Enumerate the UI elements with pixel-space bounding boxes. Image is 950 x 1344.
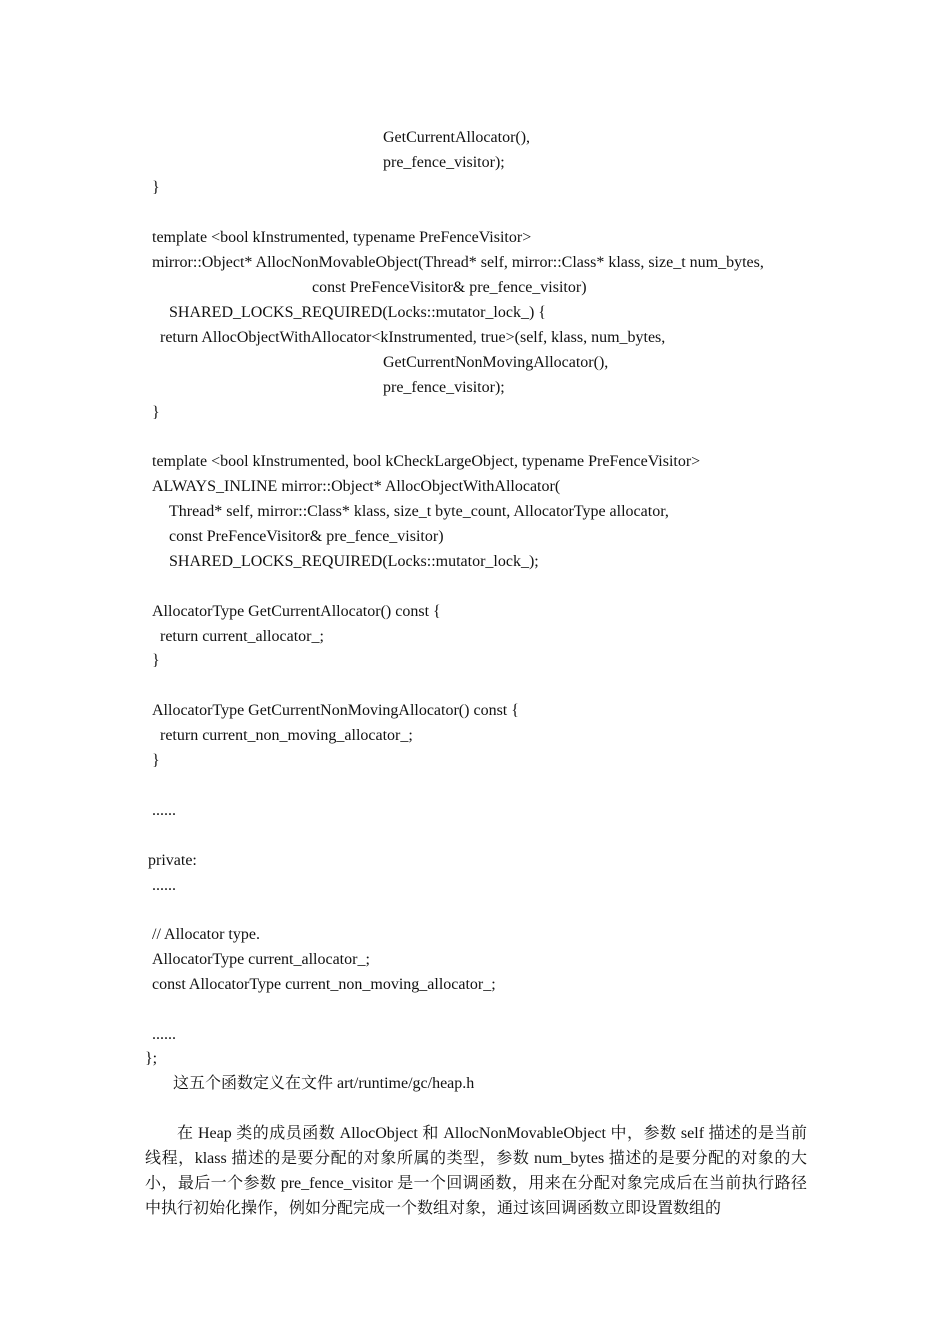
code-line: } bbox=[152, 652, 160, 669]
code-line: const AllocatorType current_non_moving_allocator_; bbox=[152, 976, 496, 993]
code-line: pre_fence_visitor); bbox=[383, 154, 505, 171]
code-line: SHARED_LOCKS_REQUIRED(Locks::mutator_lock_) { bbox=[169, 304, 546, 321]
code-line: private: bbox=[148, 852, 197, 869]
code-line: AllocatorType current_allocator_; bbox=[152, 951, 370, 968]
code-line: ...... bbox=[152, 802, 176, 819]
code-line: const PreFenceVisitor& pre_fence_visitor) bbox=[312, 279, 587, 296]
code-line: } bbox=[152, 179, 160, 196]
code-line: ...... bbox=[152, 877, 176, 894]
code-line: template <bool kInstrumented, typename PreFenceVisitor> bbox=[152, 229, 532, 246]
code-comment: // Allocator type. bbox=[152, 926, 260, 943]
code-line: mirror::Object* AllocNonMovableObject(Thread* self, mirror::Class* klass, size_t num_bytes, bbox=[152, 254, 764, 271]
code-line: AllocatorType GetCurrentAllocator() const { bbox=[152, 603, 441, 620]
code-line: SHARED_LOCKS_REQUIRED(Locks::mutator_lock_); bbox=[169, 553, 539, 570]
code-line: ...... bbox=[152, 1026, 176, 1043]
code-line: pre_fence_visitor); bbox=[383, 379, 505, 396]
code-line: ALWAYS_INLINE mirror::Object* AllocObjectWithAllocator( bbox=[152, 478, 561, 495]
body-paragraph: 在 Heap 类的成员函数 AllocObject 和 AllocNonMovableObject 中，参数 self 描述的是当前线程，klass 描述的是要分配的对象所属的类型，参数 num_bytes 描述的是要分配的对象的大小，最后一个参数 pre_fence_visitor 是一个回调函数，用来在分配对象完成后在当前执行路径中执行初始化操作，例如分配完成一个数组对象，通过该回调函数立即设置数组的 bbox=[145, 1125, 807, 1217]
code-line: GetCurrentAllocator(), bbox=[383, 129, 531, 146]
code-line: Thread* self, mirror::Class* klass, size_t byte_count, AllocatorType allocator, bbox=[169, 503, 669, 520]
code-line: } bbox=[152, 752, 160, 769]
code-line: }; bbox=[145, 1050, 158, 1067]
code-line: return current_allocator_; bbox=[160, 628, 324, 645]
code-line: AllocatorType GetCurrentNonMovingAllocator() const { bbox=[152, 702, 519, 719]
file-note: 这五个函数定义在文件 art/runtime/gc/heap.h bbox=[173, 1075, 475, 1092]
code-line: const PreFenceVisitor& pre_fence_visitor) bbox=[169, 528, 444, 545]
code-line: return AllocObjectWithAllocator<kInstrumented, true>(self, klass, num_bytes, bbox=[160, 329, 666, 346]
code-line: GetCurrentNonMovingAllocator(), bbox=[383, 354, 609, 371]
code-line: return current_non_moving_allocator_; bbox=[160, 727, 413, 744]
code-line: } bbox=[152, 404, 160, 421]
code-line: template <bool kInstrumented, bool kCheckLargeObject, typename PreFenceVisitor> bbox=[152, 453, 701, 470]
